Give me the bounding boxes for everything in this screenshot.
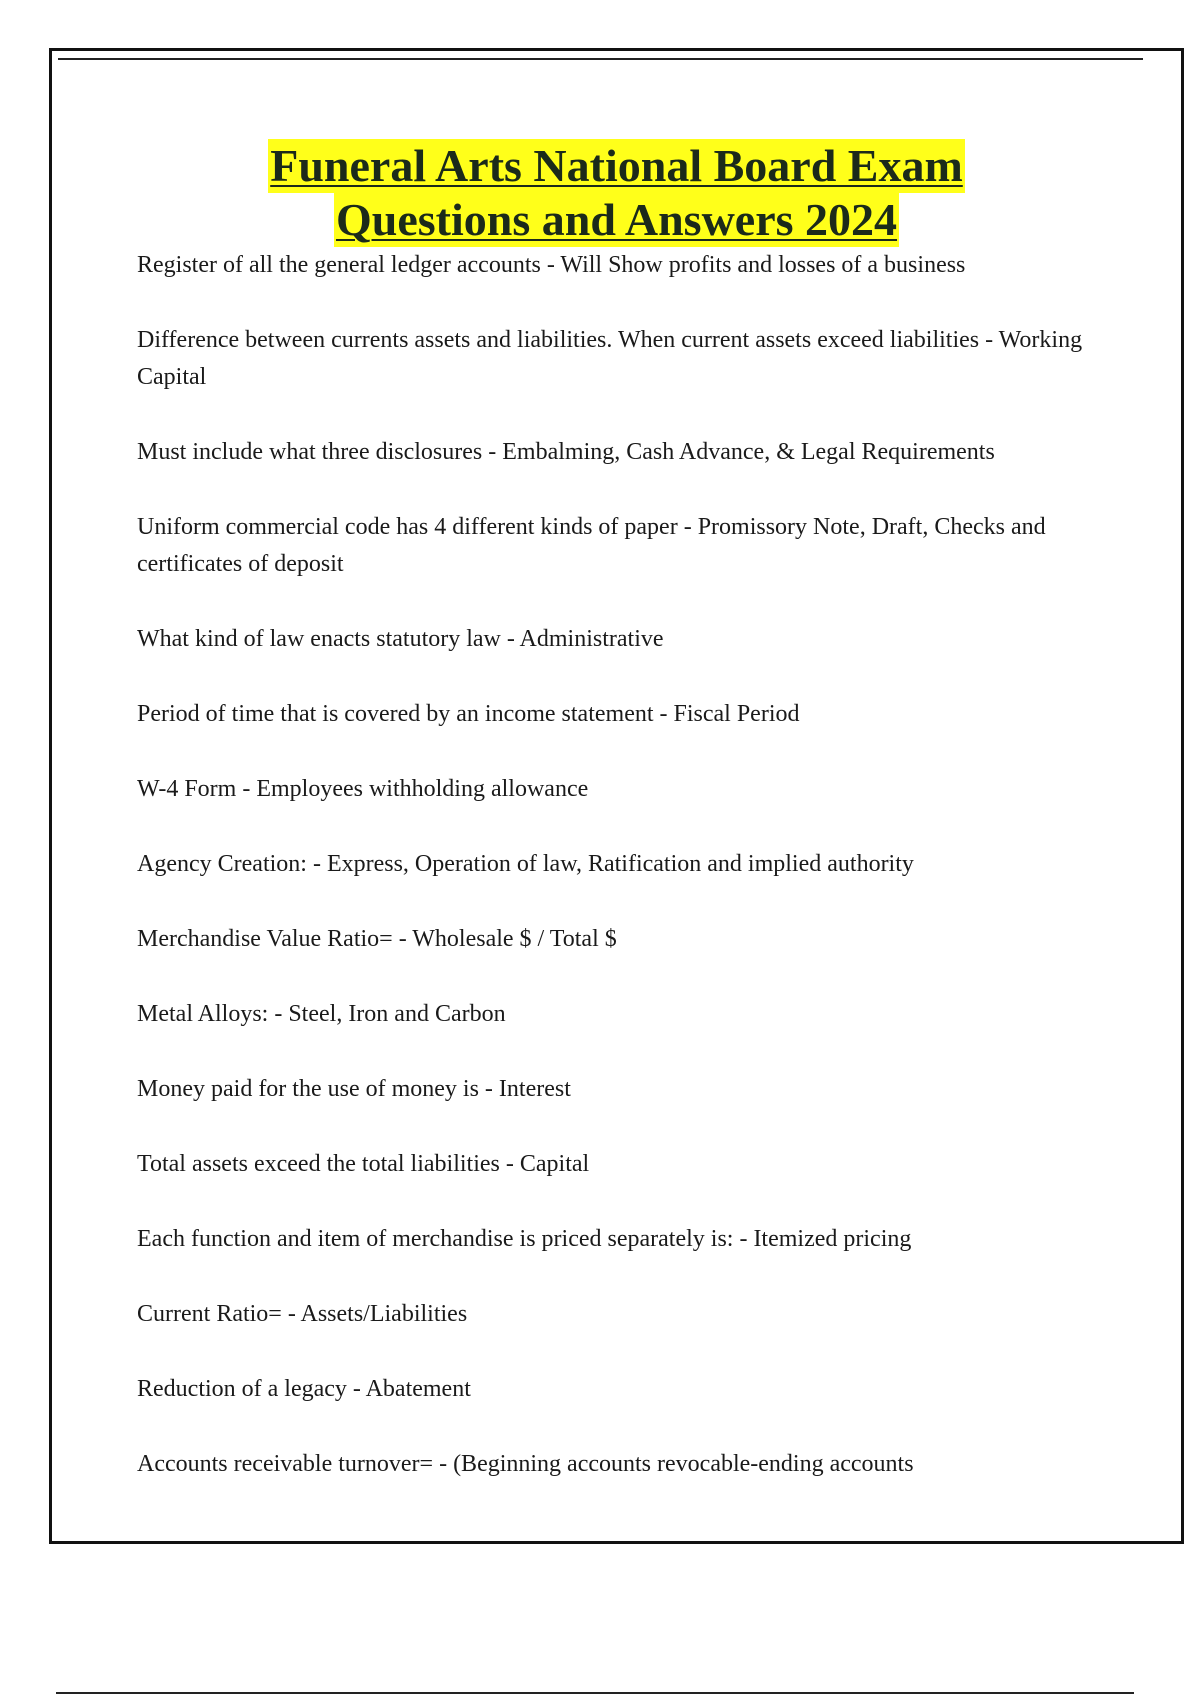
document-page [49,48,1184,1544]
qa-item: Each function and item of merchandise is priced separately is: - Itemized pricing [137,1226,912,1252]
qa-item: Current Ratio= - Assets/Liabilities [137,1301,468,1327]
qa-item: Uniform commercial code has 4 different kinds of paper - Promissory Note, Draft, Checks and certificates of deposit [137,514,1046,577]
top-rule [58,58,1143,60]
qa-item: Total assets exceed the total liabilities - Capital [137,1151,590,1177]
qa-item: Register of all the general ledger accounts - Will Show profits and losses of a business [137,252,966,278]
qa-item: What kind of law enacts statutory law - Administrative [137,626,664,652]
qa-item: Accounts receivable turnover= - (Beginning accounts revocable-ending accounts [137,1451,914,1477]
qa-item: Merchandise Value Ratio= - Wholesale $ / Total $ [137,926,617,952]
qa-item: Period of time that is covered by an income statement - Fiscal Period [137,701,800,727]
qa-item: Agency Creation: - Express, Operation of law, Ratification and implied authority [137,851,914,877]
title-line-1: Funeral Arts National Board Exam [270,140,963,191]
title-line-2: Questions and Answers 2024 [335,194,898,245]
qa-item: W-4 Form - Employees withholding allowance [137,776,589,802]
qa-item: Metal Alloys: - Steel, Iron and Carbon [137,1001,506,1027]
qa-item: Must include what three disclosures - Embalming, Cash Advance, & Legal Requirements [137,439,995,465]
qa-list [137,247,1112,1521]
bottom-rule [56,1692,1134,1694]
qa-item: Difference between currents assets and liabilities. When current assets exceed liabilities - Working Capital [137,327,1083,390]
document-title [52,139,1181,247]
qa-item: Reduction of a legacy - Abatement [137,1376,471,1402]
qa-item: Money paid for the use of money is - Interest [137,1076,571,1102]
